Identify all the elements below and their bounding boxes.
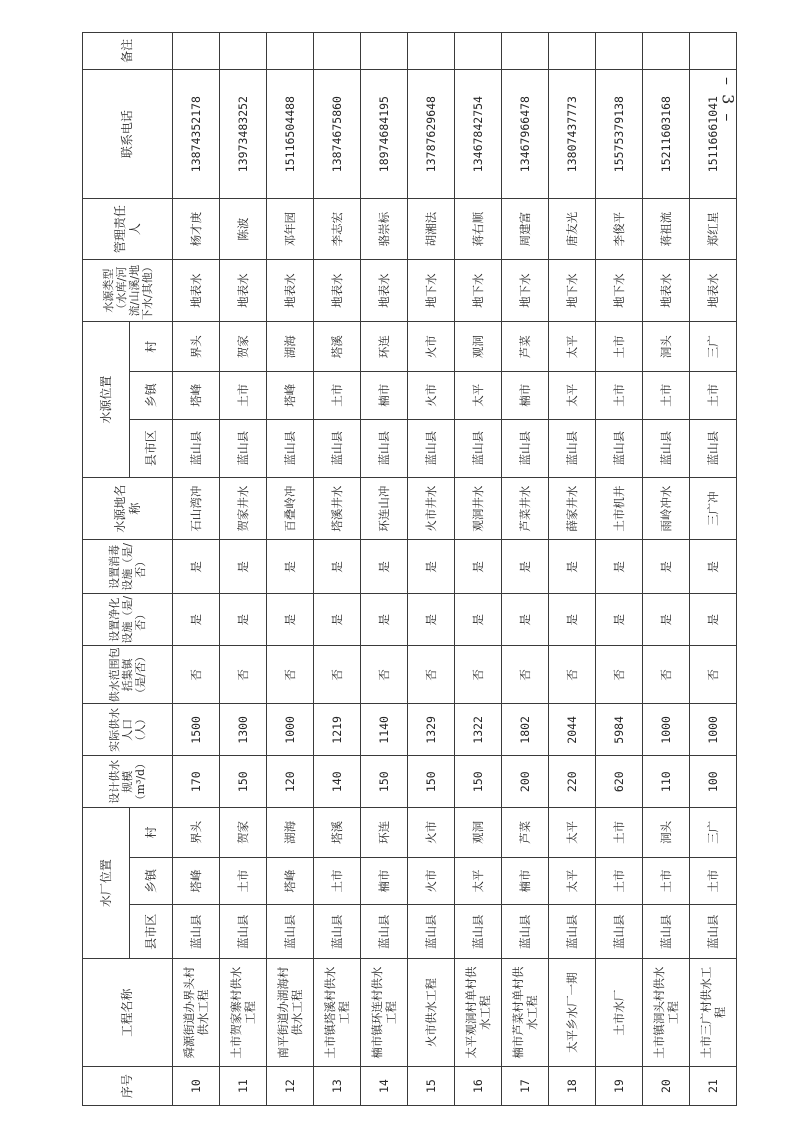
cell-source-name: 芦菜井水: [502, 477, 549, 540]
cell-town: 土市: [690, 857, 737, 904]
cell-phone: 13467842754: [455, 69, 502, 199]
header-note: 备注: [83, 33, 173, 70]
cell-purify: 是: [549, 594, 596, 646]
table-row: [361, 33, 408, 1106]
cell-manager: 邓年园: [267, 199, 314, 259]
cell-note: [173, 33, 220, 70]
cell-source-type: 地表水: [220, 259, 267, 322]
cell-source-type: 地下水: [549, 259, 596, 322]
cell-seq: 21: [690, 1067, 737, 1106]
cell-county: 蓝山县: [314, 905, 361, 959]
cell-manager: 胡湘法: [408, 199, 455, 259]
table-body: [173, 33, 737, 1106]
cell-town: 太平: [455, 857, 502, 904]
cell-population: 1802: [502, 704, 549, 756]
cell-source-town: 楠市: [361, 372, 408, 419]
cell-phone: 15575379138: [596, 69, 643, 199]
cell-disinfect: 是: [502, 540, 549, 594]
cell-note: [220, 33, 267, 70]
cell-town: 太平: [549, 857, 596, 904]
cell-note: [361, 33, 408, 70]
cell-source-name: 塔溪井水: [314, 477, 361, 540]
cell-source-town: 土市: [314, 372, 361, 419]
cell-seq: 19: [596, 1067, 643, 1106]
cell-seq: 12: [267, 1067, 314, 1106]
cell-source-county: 蓝山县: [220, 419, 267, 477]
cell-project-name: 土市贺家寨村供水工程: [220, 959, 267, 1067]
cell-source-name: 三广冲: [690, 477, 737, 540]
table-row: [408, 33, 455, 1106]
cell-phone: 13467966478: [502, 69, 549, 199]
cell-manager: 唐友光: [549, 199, 596, 259]
cell-population: 1000: [690, 704, 737, 756]
cell-source-name: 薛家井水: [549, 477, 596, 540]
cell-seq: 18: [549, 1067, 596, 1106]
cell-source-town: 土市: [596, 372, 643, 419]
header-source-town: 乡镇: [130, 372, 173, 419]
cell-project-name: 太平观洞村单村供水工程: [455, 959, 502, 1067]
cell-purify: 是: [220, 594, 267, 646]
cell-cover-town: 否: [502, 646, 549, 704]
cell-cover-town: 否: [314, 646, 361, 704]
cell-county: 蓝山县: [173, 905, 220, 959]
cell-county: 蓝山县: [596, 905, 643, 959]
cell-disinfect: 是: [643, 540, 690, 594]
cell-source-type: 地下水: [408, 259, 455, 322]
cell-source-town: 太平: [455, 372, 502, 419]
cell-village: 太平: [549, 808, 596, 858]
cell-phone: 13807437773: [549, 69, 596, 199]
cell-town: 土市: [314, 857, 361, 904]
cell-disinfect: 是: [267, 540, 314, 594]
cell-purify: 是: [173, 594, 220, 646]
rotated-table-container: [82, 32, 727, 1106]
cell-town: 土市: [220, 857, 267, 904]
cell-population: 1140: [361, 704, 408, 756]
cell-source-county: 蓝山县: [502, 419, 549, 477]
cell-source-county: 蓝山县: [455, 419, 502, 477]
cell-source-name: 土市机井: [596, 477, 643, 540]
water-supply-table: [82, 32, 737, 1106]
cell-town: 楠市: [502, 857, 549, 904]
cell-population: 1322: [455, 704, 502, 756]
cell-project-name: 土市三广村供水工程: [690, 959, 737, 1067]
cell-cover-town: 否: [267, 646, 314, 704]
cell-source-name: 雨岭冲水: [643, 477, 690, 540]
cell-scale: 150: [455, 756, 502, 808]
cell-village: 火市: [408, 808, 455, 858]
cell-note: [596, 33, 643, 70]
cell-county: 蓝山县: [455, 905, 502, 959]
header-phone: 联系电话: [83, 69, 173, 199]
cell-seq: 13: [314, 1067, 361, 1106]
cell-scale: 620: [596, 756, 643, 808]
cell-source-type: 地下水: [455, 259, 502, 322]
cell-manager: 郑红星: [690, 199, 737, 259]
cell-manager: 李俊平: [596, 199, 643, 259]
cell-village: 湖海: [267, 808, 314, 858]
cell-project-name: 火市供水工程: [408, 959, 455, 1067]
cell-cover-town: 否: [408, 646, 455, 704]
cell-cover-town: 否: [220, 646, 267, 704]
cell-purify: 是: [455, 594, 502, 646]
cell-scale: 150: [408, 756, 455, 808]
cell-project-name: 南平街道办湖海村供水工程: [267, 959, 314, 1067]
cell-source-town: 塔峰: [267, 372, 314, 419]
cell-village: 贺家: [220, 808, 267, 858]
table-row: [220, 33, 267, 1106]
cell-phone: 13874675860: [314, 69, 361, 199]
header-manager: 管理责任人: [83, 199, 173, 259]
cell-source-type: 地下水: [502, 259, 549, 322]
cell-source-type: 地表水: [267, 259, 314, 322]
header-actual-population: 实际供水人口（人）: [83, 704, 173, 756]
cell-cover-town: 否: [690, 646, 737, 704]
cell-source-town: 土市: [220, 372, 267, 419]
cell-source-village: 洞头: [643, 322, 690, 372]
cell-source-county: 蓝山县: [596, 419, 643, 477]
cell-town: 土市: [643, 857, 690, 904]
table-row: [596, 33, 643, 1106]
cell-note: [314, 33, 361, 70]
cell-project-name: 楠市镇环连村供水工程: [361, 959, 408, 1067]
cell-village: 土市: [596, 808, 643, 858]
cell-source-county: 蓝山县: [549, 419, 596, 477]
cell-cover-town: 否: [173, 646, 220, 704]
cell-purify: 是: [361, 594, 408, 646]
cell-purify: 是: [408, 594, 455, 646]
cell-population: 1300: [220, 704, 267, 756]
cell-seq: 15: [408, 1067, 455, 1106]
header-source-type: 水源类型（水库/河流/山溪/地下水/其他）: [83, 259, 173, 322]
cell-phone: 15116661041: [690, 69, 737, 199]
cell-source-type: 地下水: [596, 259, 643, 322]
cell-source-name: 环连山冲: [361, 477, 408, 540]
cell-seq: 14: [361, 1067, 408, 1106]
cell-manager: 陈波: [220, 199, 267, 259]
cell-seq: 10: [173, 1067, 220, 1106]
cell-scale: 100: [690, 756, 737, 808]
cell-source-village: 塔溪: [314, 322, 361, 372]
cell-scale: 150: [361, 756, 408, 808]
cell-source-village: 环连: [361, 322, 408, 372]
cell-population: 1329: [408, 704, 455, 756]
cell-cover-town: 否: [549, 646, 596, 704]
cell-village: 三广: [690, 808, 737, 858]
header-source-county: 县市区: [130, 419, 173, 477]
cell-population: 1000: [643, 704, 690, 756]
cell-source-type: 地表水: [314, 259, 361, 322]
header-source-location: 水源位置: [83, 322, 130, 477]
cell-note: [502, 33, 549, 70]
cell-county: 蓝山县: [643, 905, 690, 959]
cell-cover-town: 否: [596, 646, 643, 704]
cell-cover-town: 否: [455, 646, 502, 704]
cell-disinfect: 是: [549, 540, 596, 594]
cell-county: 蓝山县: [408, 905, 455, 959]
cell-project-name: 土市水厂: [596, 959, 643, 1067]
cell-note: [408, 33, 455, 70]
cell-manager: 周建富: [502, 199, 549, 259]
header-design-scale: 设计供水规模（m³/d）: [83, 756, 173, 808]
header-source-name: 水源地名称: [83, 477, 173, 540]
cell-note: [267, 33, 314, 70]
cell-scale: 150: [220, 756, 267, 808]
cell-project-name: 太平乡水厂一期: [549, 959, 596, 1067]
cell-purify: 是: [643, 594, 690, 646]
header-plant-town: 乡镇: [130, 857, 173, 904]
cell-manager: 李志宏: [314, 199, 361, 259]
cell-source-name: 火市井水: [408, 477, 455, 540]
cell-source-county: 蓝山县: [314, 419, 361, 477]
cell-town: 土市: [596, 857, 643, 904]
table-row: [267, 33, 314, 1106]
cell-county: 蓝山县: [267, 905, 314, 959]
cell-source-village: 芦菜: [502, 322, 549, 372]
cell-source-village: 太平: [549, 322, 596, 372]
cell-disinfect: 是: [690, 540, 737, 594]
cell-source-village: 贺家: [220, 322, 267, 372]
cell-source-type: 地表水: [690, 259, 737, 322]
cell-cover-town: 否: [643, 646, 690, 704]
cell-scale: 170: [173, 756, 220, 808]
cell-source-type: 地表水: [361, 259, 408, 322]
table-row: [173, 33, 220, 1106]
cell-purify: 是: [267, 594, 314, 646]
cell-manager: 蒋右顺: [455, 199, 502, 259]
cell-disinfect: 是: [596, 540, 643, 594]
cell-source-town: 太平: [549, 372, 596, 419]
cell-phone: 13973483252: [220, 69, 267, 199]
cell-project-name: 楠市芦菜村单村供水工程: [502, 959, 549, 1067]
cell-source-county: 蓝山县: [173, 419, 220, 477]
cell-phone: 13787629648: [408, 69, 455, 199]
cell-phone: 18974684195: [361, 69, 408, 199]
cell-phone: 13874352178: [173, 69, 220, 199]
cell-manager: 蒋祖流: [643, 199, 690, 259]
cell-manager: 杨才庚: [173, 199, 220, 259]
cell-source-town: 楠市: [502, 372, 549, 419]
cell-scale: 120: [267, 756, 314, 808]
cell-county: 蓝山县: [502, 905, 549, 959]
page-number: – 3 –: [718, 76, 738, 124]
cell-seq: 16: [455, 1067, 502, 1106]
cell-phone: 15116504488: [267, 69, 314, 199]
header-plant-county: 县市区: [130, 905, 173, 959]
cell-source-type: 地表水: [643, 259, 690, 322]
cell-population: 5984: [596, 704, 643, 756]
cell-population: 1219: [314, 704, 361, 756]
cell-source-village: 火市: [408, 322, 455, 372]
cell-source-village: 界头: [173, 322, 220, 372]
table-row: [549, 33, 596, 1106]
cell-village: 界头: [173, 808, 220, 858]
cell-population: 2044: [549, 704, 596, 756]
cell-scale: 140: [314, 756, 361, 808]
cell-county: 蓝山县: [549, 905, 596, 959]
cell-note: [643, 33, 690, 70]
cell-note: [549, 33, 596, 70]
cell-source-county: 蓝山县: [690, 419, 737, 477]
cell-disinfect: 是: [408, 540, 455, 594]
cell-population: 1000: [267, 704, 314, 756]
cell-county: 蓝山县: [690, 905, 737, 959]
cell-scale: 200: [502, 756, 549, 808]
cell-project-name: 土市镇塔溪村供水工程: [314, 959, 361, 1067]
cell-source-name: 观洞井水: [455, 477, 502, 540]
cell-source-county: 蓝山县: [643, 419, 690, 477]
cell-purify: 是: [596, 594, 643, 646]
cell-source-name: 百叠岭冲: [267, 477, 314, 540]
cell-town: 火市: [408, 857, 455, 904]
cell-seq: 20: [643, 1067, 690, 1106]
table-row: [643, 33, 690, 1106]
cell-project-name: 土市镇洞头村供水工程: [643, 959, 690, 1067]
cell-note: [455, 33, 502, 70]
cell-phone: 15211603168: [643, 69, 690, 199]
cell-disinfect: 是: [361, 540, 408, 594]
cell-village: 洞头: [643, 808, 690, 858]
cell-disinfect: 是: [455, 540, 502, 594]
cell-town: 塔峰: [173, 857, 220, 904]
header-source-village: 村: [130, 322, 173, 372]
cell-source-type: 地表水: [173, 259, 220, 322]
header-seq: 序号: [83, 1067, 173, 1106]
cell-purify: 是: [502, 594, 549, 646]
cell-scale: 220: [549, 756, 596, 808]
cell-source-town: 火市: [408, 372, 455, 419]
cell-source-name: 贺家井水: [220, 477, 267, 540]
cell-source-county: 蓝山县: [408, 419, 455, 477]
cell-cover-town: 否: [361, 646, 408, 704]
cell-source-town: 塔峰: [173, 372, 220, 419]
cell-source-village: 观洞: [455, 322, 502, 372]
cell-purify: 是: [314, 594, 361, 646]
cell-town: 楠市: [361, 857, 408, 904]
cell-project-name: 舜源街道办界头村供水工程: [173, 959, 220, 1067]
cell-village: 环连: [361, 808, 408, 858]
cell-county: 蓝山县: [361, 905, 408, 959]
cell-manager: 骆崇标: [361, 199, 408, 259]
cell-town: 塔峰: [267, 857, 314, 904]
cell-source-county: 蓝山县: [361, 419, 408, 477]
cell-disinfect: 是: [314, 540, 361, 594]
cell-source-name: 石山湾冲: [173, 477, 220, 540]
header-purify: 设置净化设施（是/否）: [83, 594, 173, 646]
table-row: [455, 33, 502, 1106]
cell-note: [690, 33, 737, 70]
cell-seq: 11: [220, 1067, 267, 1106]
cell-source-village: 三广: [690, 322, 737, 372]
cell-source-village: 土市: [596, 322, 643, 372]
cell-county: 蓝山县: [220, 905, 267, 959]
cell-disinfect: 是: [220, 540, 267, 594]
header-cover-town: 供水范围包括集镇（是/否）: [83, 646, 173, 704]
cell-source-town: 土市: [690, 372, 737, 419]
header-plant-location: 水厂位置: [83, 808, 130, 959]
cell-seq: 17: [502, 1067, 549, 1106]
table-row: [314, 33, 361, 1106]
cell-population: 1500: [173, 704, 220, 756]
header-plant-village: 村: [130, 808, 173, 858]
cell-source-village: 湖海: [267, 322, 314, 372]
cell-village: 观洞: [455, 808, 502, 858]
cell-village: 芦菜: [502, 808, 549, 858]
cell-source-town: 土市: [643, 372, 690, 419]
cell-source-county: 蓝山县: [267, 419, 314, 477]
header-disinfect: 设置消毒设施（是/否）: [83, 540, 173, 594]
cell-purify: 是: [690, 594, 737, 646]
table-row: [690, 33, 737, 1106]
cell-scale: 110: [643, 756, 690, 808]
cell-disinfect: 是: [173, 540, 220, 594]
table-row: [502, 33, 549, 1106]
cell-village: 塔溪: [314, 808, 361, 858]
header-project-name: 工程名称: [83, 959, 173, 1067]
